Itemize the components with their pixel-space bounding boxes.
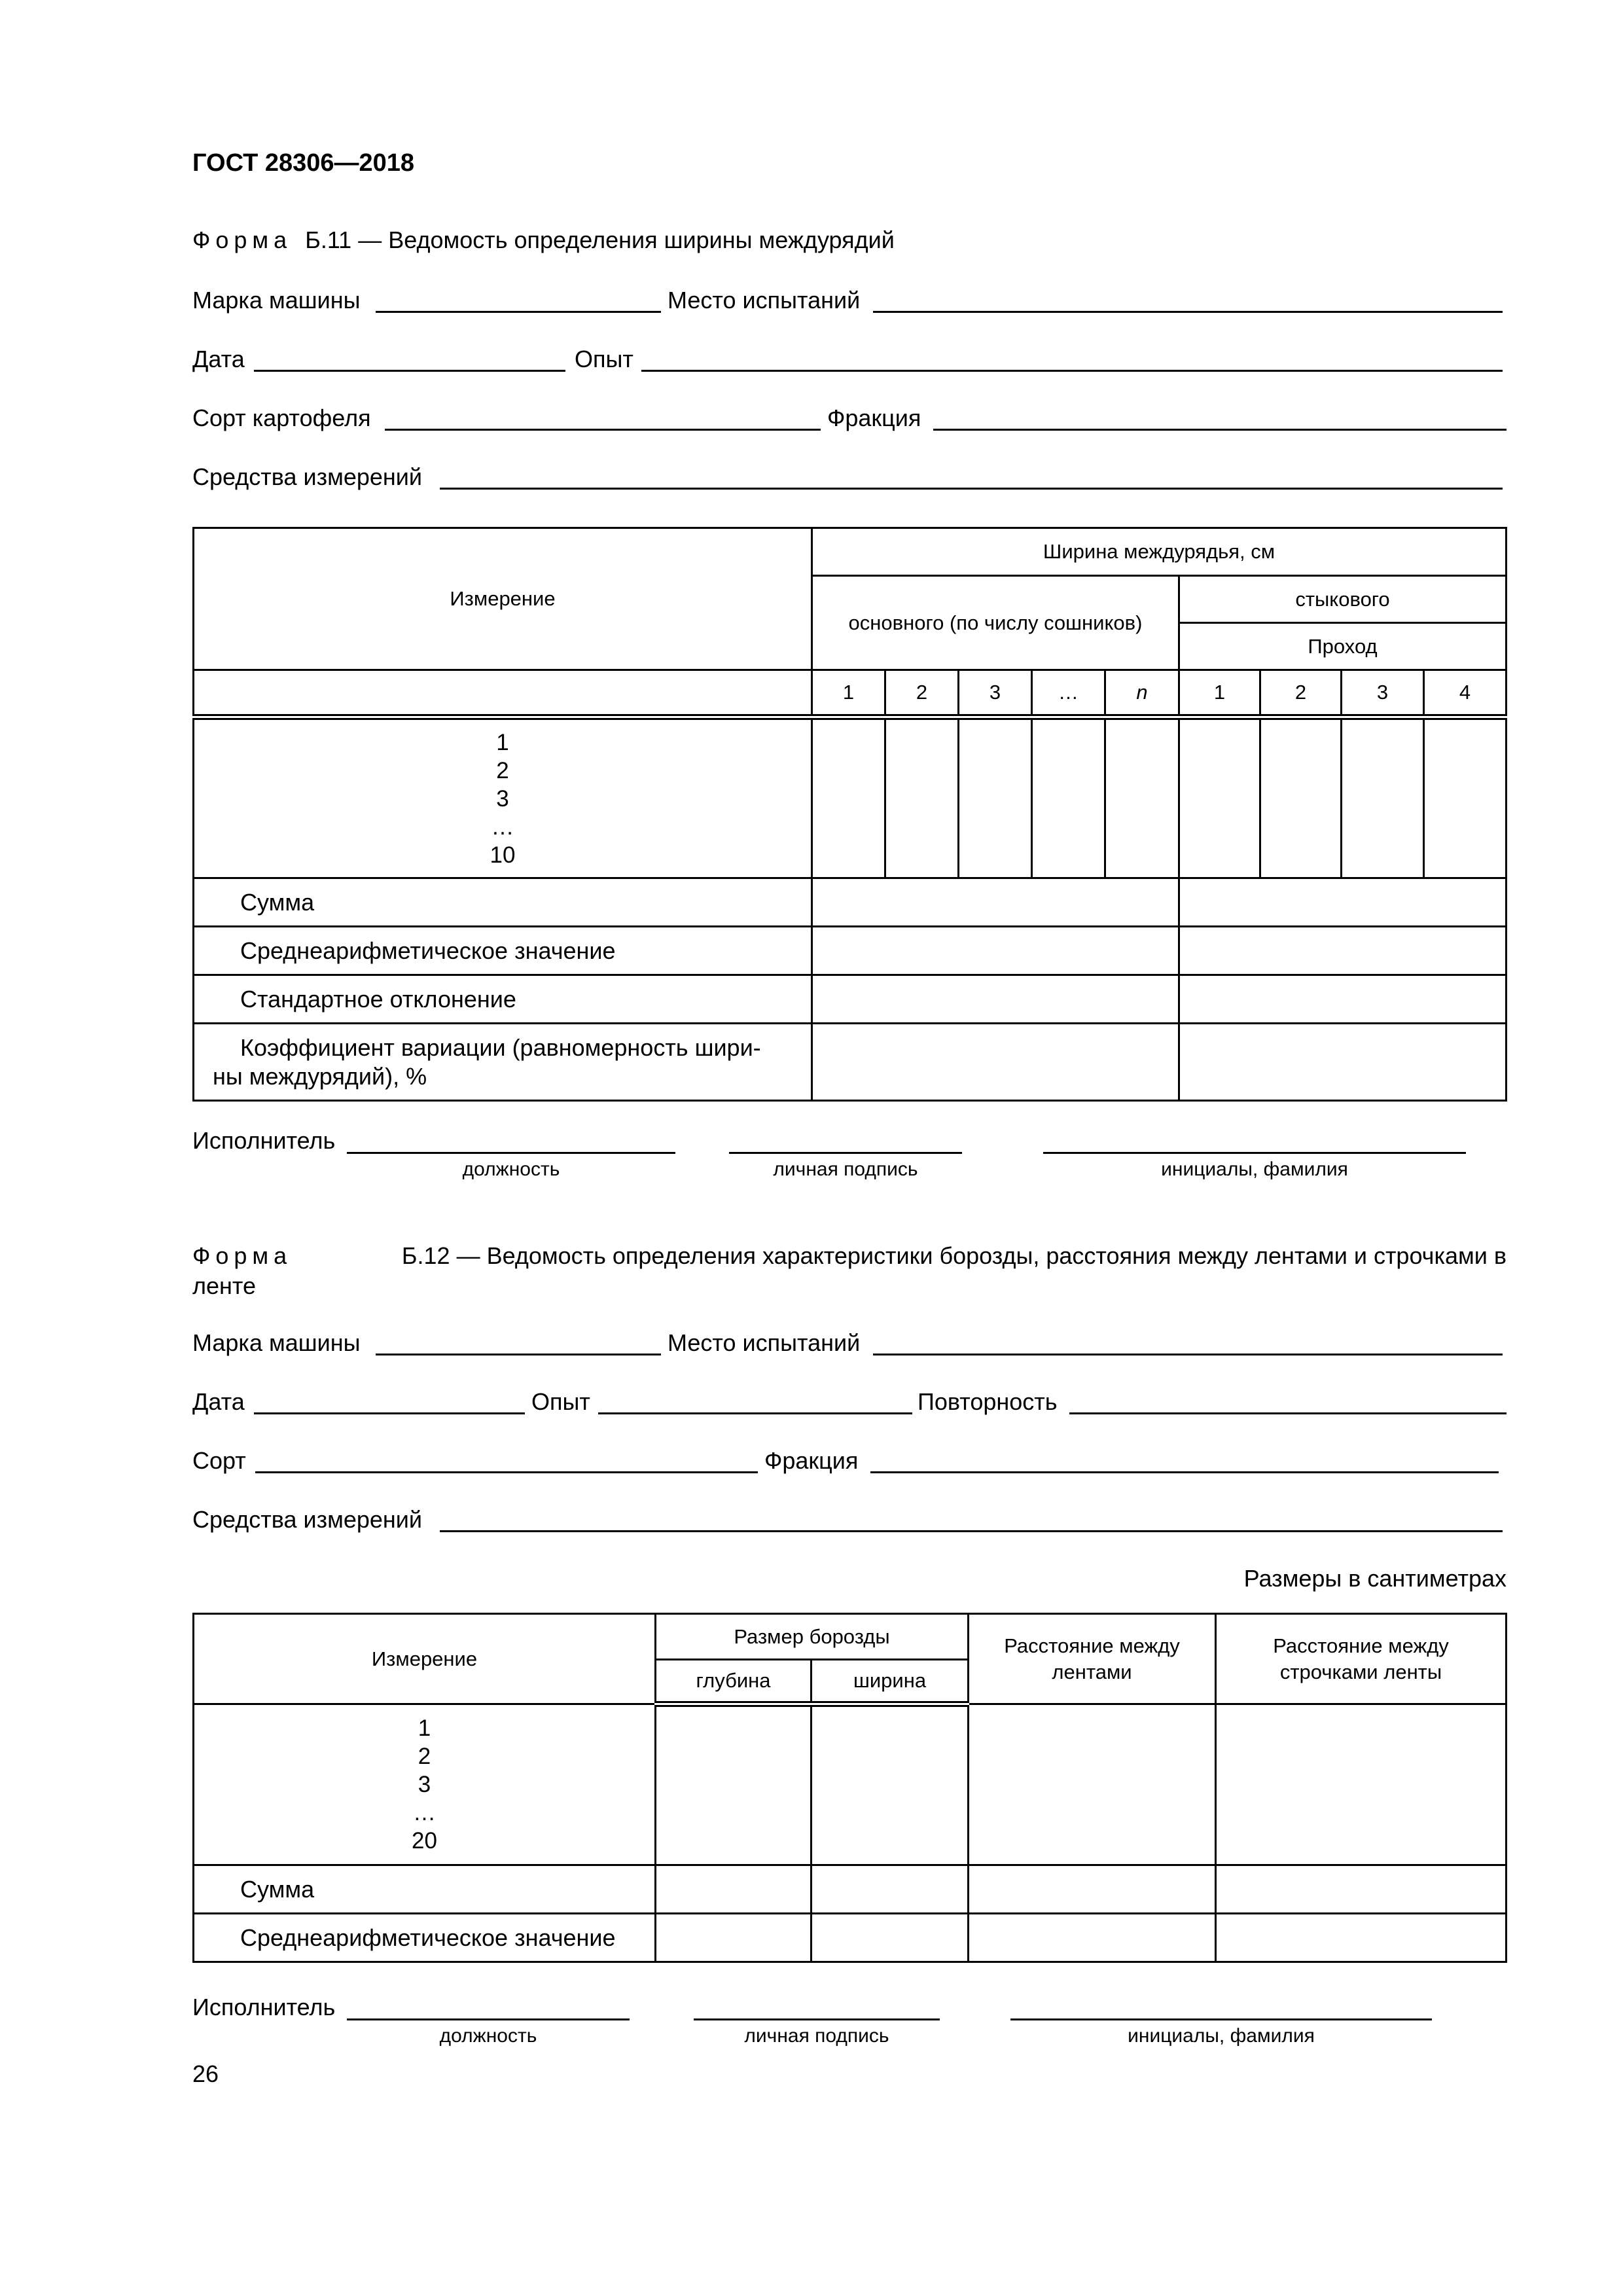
row-number: 2	[418, 1744, 431, 1769]
document-header: ГОСТ 28306—2018	[192, 149, 415, 177]
table11-data-cell[interactable]	[1342, 717, 1424, 878]
form11-performer-label: Исполнитель	[192, 1127, 336, 1154]
form12-variety-field[interactable]	[255, 1471, 758, 1473]
form12-title-line1	[192, 1241, 1507, 1271]
table11-mean-joint[interactable]	[1179, 927, 1507, 975]
form12-date-field[interactable]	[254, 1412, 525, 1414]
form12-instruments-field[interactable]	[440, 1530, 1503, 1532]
form12-repeat-label: Повторность	[918, 1388, 1058, 1415]
form12-variety-label: Сорт	[192, 1447, 246, 1474]
table11-measure-header: Измерение	[194, 528, 812, 670]
row-number: 10	[490, 842, 516, 868]
table12-data-cell[interactable]	[1216, 1704, 1507, 1865]
header-line: Расстояние между	[1273, 1634, 1449, 1657]
row-number: 2	[496, 757, 509, 783]
form12-instruments-label: Средства измерений	[192, 1506, 423, 1533]
form12-position-caption: должность	[439, 2025, 537, 2047]
form11-label: Форма	[192, 226, 293, 253]
table12-row-numbers	[194, 1704, 656, 1865]
form11-position-caption: должность	[462, 1158, 560, 1180]
form11-place-field[interactable]	[873, 311, 1503, 313]
row-number: 1	[496, 729, 509, 755]
form11-machine-label: Марка машины	[192, 287, 361, 314]
form11-date-label: Дата	[192, 346, 245, 372]
row-number: 1	[418, 1715, 431, 1741]
form11-name-caption: инициалы, фамилия	[1161, 1158, 1348, 1180]
table11-pass-col: 2	[1260, 670, 1342, 717]
table12-between-tapes-header	[969, 1614, 1216, 1704]
header-line: Расстояние между	[1004, 1634, 1180, 1657]
form12-table	[192, 1613, 1507, 1963]
table11-main-col: 1	[812, 670, 885, 717]
table12-measure-header: Измерение	[194, 1614, 656, 1704]
table11-joint-header: стыкового	[1179, 576, 1507, 623]
form11-fraction-field[interactable]	[933, 429, 1507, 431]
table11-data-cell[interactable]	[885, 717, 959, 878]
table11-main-col: …	[1032, 670, 1105, 717]
form12-experiment-field[interactable]	[598, 1412, 912, 1414]
table11-main-col: 3	[959, 670, 1032, 717]
table11-pass-col: 4	[1424, 670, 1507, 717]
form12-place-field[interactable]	[873, 1354, 1503, 1355]
table12-data-cell[interactable]	[812, 1704, 969, 1865]
form12-date-label: Дата	[192, 1388, 245, 1415]
page-number: 26	[192, 2060, 219, 2087]
table11-sum-joint[interactable]	[1179, 878, 1507, 927]
table11-cv-label	[194, 1024, 812, 1101]
table11-std-main[interactable]	[812, 975, 1179, 1024]
table11-data-cell[interactable]	[1179, 717, 1260, 878]
form11-place-label: Место испытаний	[668, 287, 861, 314]
table11-width-header: Ширина междурядья, см	[812, 528, 1507, 576]
table11-data-cell[interactable]	[959, 717, 1032, 878]
form12-machine-field[interactable]	[376, 1354, 661, 1355]
form11-experiment-label: Опыт	[575, 346, 633, 372]
table11-row-numbers	[194, 717, 812, 878]
table11-main-col: 2	[885, 670, 959, 717]
header-line: строчками ленты	[1279, 1660, 1442, 1683]
form11-machine-field[interactable]	[376, 311, 661, 313]
form12-fraction-field[interactable]	[870, 1471, 1499, 1473]
form11-experiment-field[interactable]	[641, 370, 1503, 372]
form12-place-label: Место испытаний	[668, 1329, 861, 1356]
form12-title	[192, 1241, 1507, 1301]
table11-cv-joint[interactable]	[1179, 1024, 1507, 1101]
table12-sum-cell[interactable]	[969, 1865, 1216, 1914]
table12-data-cell[interactable]	[969, 1704, 1216, 1865]
table12-sum-cell[interactable]	[656, 1865, 812, 1914]
form11-title-text: Б.11 — Ведомость определения ширины междурядий	[305, 226, 895, 253]
table12-mean-cell[interactable]	[656, 1914, 812, 1962]
table11-pass-col: 3	[1342, 670, 1424, 717]
form12-signature-caption: личная подпись	[744, 2025, 889, 2047]
form12-machine-label: Марка машины	[192, 1329, 361, 1356]
form11-fraction-label: Фракция	[827, 404, 921, 431]
form11-variety-label: Сорт картофеля	[192, 404, 371, 431]
table11-data-cell[interactable]	[1424, 717, 1507, 878]
form12-experiment-label: Опыт	[531, 1388, 590, 1415]
form11-table	[192, 527, 1507, 1102]
table12-mean-cell[interactable]	[812, 1914, 969, 1962]
table11-mean-main[interactable]	[812, 927, 1179, 975]
form12-units-note: Размеры в сантиметрах	[1243, 1565, 1507, 1592]
table12-depth-header: глубина	[656, 1660, 812, 1704]
table12-mean-cell[interactable]	[1216, 1914, 1507, 1962]
table12-sum-label: Сумма	[194, 1865, 656, 1914]
form11-variety-field[interactable]	[385, 429, 821, 431]
form11-signature-caption: личная подпись	[773, 1158, 918, 1180]
form12-title-text: Б.12 — Ведомость определения характеристики борозды, расстояния между лентами и строчками в	[401, 1242, 1507, 1269]
table11-cv-main[interactable]	[812, 1024, 1179, 1101]
table11-std-joint[interactable]	[1179, 975, 1507, 1024]
table12-sum-cell[interactable]	[1216, 1865, 1507, 1914]
table11-main-header: основного (по числу сошников)	[812, 576, 1179, 670]
table11-data-cell[interactable]	[1260, 717, 1342, 878]
table11-std-label: Стандартное отклонение	[194, 975, 812, 1024]
cv-label-line: Коэффициент вариации (равномерность шири-	[240, 1033, 761, 1061]
table12-mean-label: Среднеарифметическое значение	[194, 1914, 656, 1962]
table11-data-cell[interactable]	[1105, 717, 1179, 878]
form12-name-line[interactable]	[1010, 2018, 1432, 2020]
table12-furrow-header: Размер борозды	[656, 1614, 969, 1660]
form12-repeat-field[interactable]	[1069, 1412, 1507, 1414]
form11-title	[192, 226, 895, 254]
form12-performer-label: Исполнитель	[192, 1994, 336, 2020]
form11-instruments-label: Средства измерений	[192, 463, 423, 490]
table11-sum-label: Сумма	[194, 878, 812, 927]
form12-name-caption: инициалы, фамилия	[1128, 2025, 1315, 2047]
table12-mean-cell[interactable]	[969, 1914, 1216, 1962]
form12-signature-line[interactable]	[694, 2018, 940, 2020]
form12-position-line[interactable]	[347, 2018, 630, 2020]
table11-pass-col: 1	[1179, 670, 1260, 717]
form11-date-field[interactable]	[254, 370, 565, 372]
form11-signature-line[interactable]	[729, 1152, 962, 1154]
form12-label: Форма	[192, 1242, 293, 1269]
form11-name-line[interactable]	[1043, 1152, 1466, 1154]
row-number: …	[413, 1800, 436, 1825]
table11-data-cell[interactable]	[812, 717, 885, 878]
table12-between-rows-header	[1216, 1614, 1507, 1704]
table11-pass-header: Проход	[1179, 623, 1507, 670]
form12-title-line2: ленте	[192, 1272, 257, 1299]
form11-instruments-field[interactable]	[440, 488, 1503, 490]
form11-position-line[interactable]	[347, 1152, 675, 1154]
row-number: 3	[418, 1772, 431, 1797]
cv-label-line: ны междурядий), %	[213, 1062, 427, 1090]
table12-width-header: ширина	[812, 1660, 969, 1704]
table11-main-col: n	[1105, 670, 1179, 717]
table12-data-cell[interactable]	[656, 1704, 812, 1865]
form12-fraction-label: Фракция	[764, 1447, 859, 1474]
row-number: 3	[496, 785, 509, 812]
table11-sum-main[interactable]	[812, 878, 1179, 927]
row-number: …	[491, 814, 514, 840]
table11-data-cell[interactable]	[1032, 717, 1105, 878]
row-number: 20	[412, 1828, 437, 1854]
table11-mean-label: Среднеарифметическое значение	[194, 927, 812, 975]
table12-sum-cell[interactable]	[812, 1865, 969, 1914]
header-line: лентами	[1052, 1660, 1132, 1683]
table11-blank-cell	[194, 670, 812, 717]
